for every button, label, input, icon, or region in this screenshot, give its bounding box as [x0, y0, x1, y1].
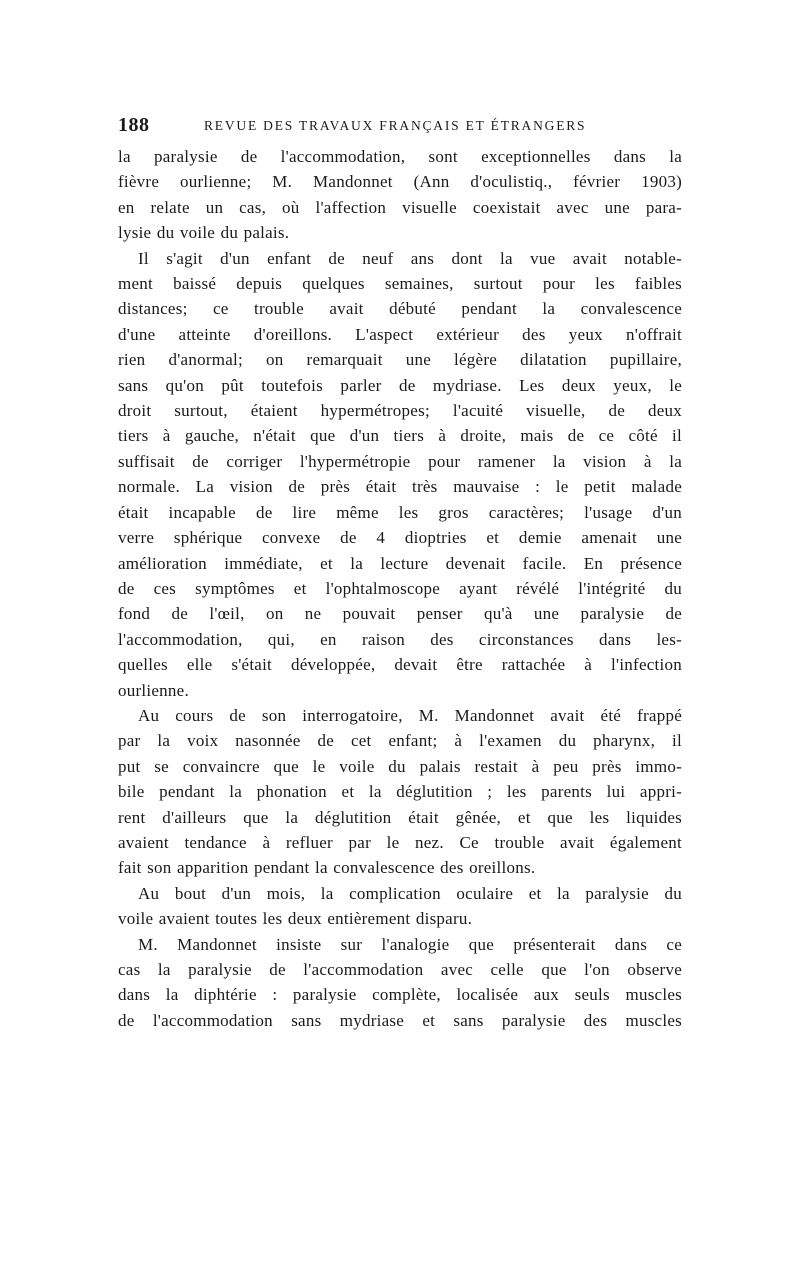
text-line: rent d'ailleurs que la déglutition était gênée, et que les liquides [118, 807, 682, 827]
text-line: la paralysie de l'accommodation, sont exceptionnelles dans la [118, 147, 682, 166]
text-line: rien d'anormal; on remarquait une légère dilatation pupillaire, [118, 350, 682, 370]
text-line: lysie du voile du palais. [118, 223, 290, 243]
text-line: l'accommodation, qui, en raison des circonstances dans les- [118, 629, 682, 649]
paragraph-4 [118, 881, 682, 932]
text-line: était incapable de lire même les gros caractères; l'usage d'un [118, 502, 682, 522]
page-number: 188 [118, 114, 150, 136]
text-line: ourlienne. [118, 680, 189, 700]
text-line: quelles elle s'était développée, devait être rattachée à l'infection [118, 655, 682, 675]
text-line: M. Mandonnet insiste sur l'analogie que présenterait dans ce [138, 934, 682, 954]
text-line: voile avaient toutes les deux entièrement disparu. [118, 909, 473, 929]
paragraph-5 [118, 932, 682, 1034]
text-line: normale. La vision de près était très mauvaise : le petit malade [118, 477, 682, 497]
paragraph-3 [118, 703, 682, 881]
text-line: fait son apparition pendant la convalescence des oreillons. [118, 858, 536, 878]
text-line: fièvre ourlienne; M. Mandonnet (Ann d'oculistiq., février 1903) [118, 172, 682, 192]
text-line: par la voix nasonnée de cet enfant; à l'examen du pharynx, il [118, 731, 682, 751]
book-page [118, 114, 682, 1033]
text-line: bile pendant la phonation et la déglutition ; les parents lui appri- [118, 782, 682, 802]
text-line: en relate un cas, où l'affection visuelle coexistait avec une para- [118, 197, 682, 217]
text-line: fond de l'œil, on ne pouvait penser qu'à une paralysie de [118, 604, 682, 624]
paragraph-2 [118, 246, 682, 703]
text-line: dans la diphtérie : paralysie complète, localisée aux seuls muscles [118, 985, 682, 1005]
text-line: droit surtout, étaient hypermétropes; l'acuité visuelle, de deux [118, 401, 682, 421]
text-line: put se convaincre que le voile du palais restait à peu près immo- [118, 756, 682, 776]
running-head [118, 114, 682, 142]
text-line: de l'accommodation sans mydriase et sans paralysie des muscles [118, 1010, 682, 1030]
paragraph-1 [118, 144, 682, 246]
text-line: Il s'agit d'un enfant de neuf ans dont la vue avait notable- [138, 248, 682, 268]
text-line: sans qu'on pût toutefois parler de mydriase. Les deux yeux, le [118, 375, 682, 395]
text-line: ment baissé depuis quelques semaines, surtout pour les faibles [118, 274, 682, 294]
text-line: amélioration immédiate, et la lecture devenait facile. En présence [118, 553, 682, 573]
journal-title: REVUE DES TRAVAUX FRANÇAIS ET ÉTRANGERS [204, 118, 587, 133]
text-line: Au bout d'un mois, la complication oculaire et la paralysie du [138, 883, 682, 903]
text-line: distances; ce trouble avait débuté pendant la convalescence [118, 299, 682, 319]
text-line: suffisait de corriger l'hypermétropie pour ramener la vision à la [118, 451, 682, 471]
text-line: d'une atteinte d'oreillons. L'aspect extérieur des yeux n'offrait [118, 324, 682, 344]
text-line: verre sphérique convexe de 4 dioptries et demie amenait une [118, 528, 682, 548]
text-line: cas la paralysie de l'accommodation avec celle que l'on observe [118, 960, 682, 979]
body-text [118, 144, 682, 1033]
text-line: avaient tendance à refluer par le nez. Ce trouble avait également [118, 832, 682, 852]
text-line: Au cours de son interrogatoire, M. Mandonnet avait été frappé [138, 705, 682, 725]
text-line: de ces symptômes et l'ophtalmoscope ayant révélé l'intégrité du [118, 578, 682, 598]
text-line: tiers à gauche, n'était que d'un tiers à droite, mais de ce côté il [118, 426, 682, 446]
